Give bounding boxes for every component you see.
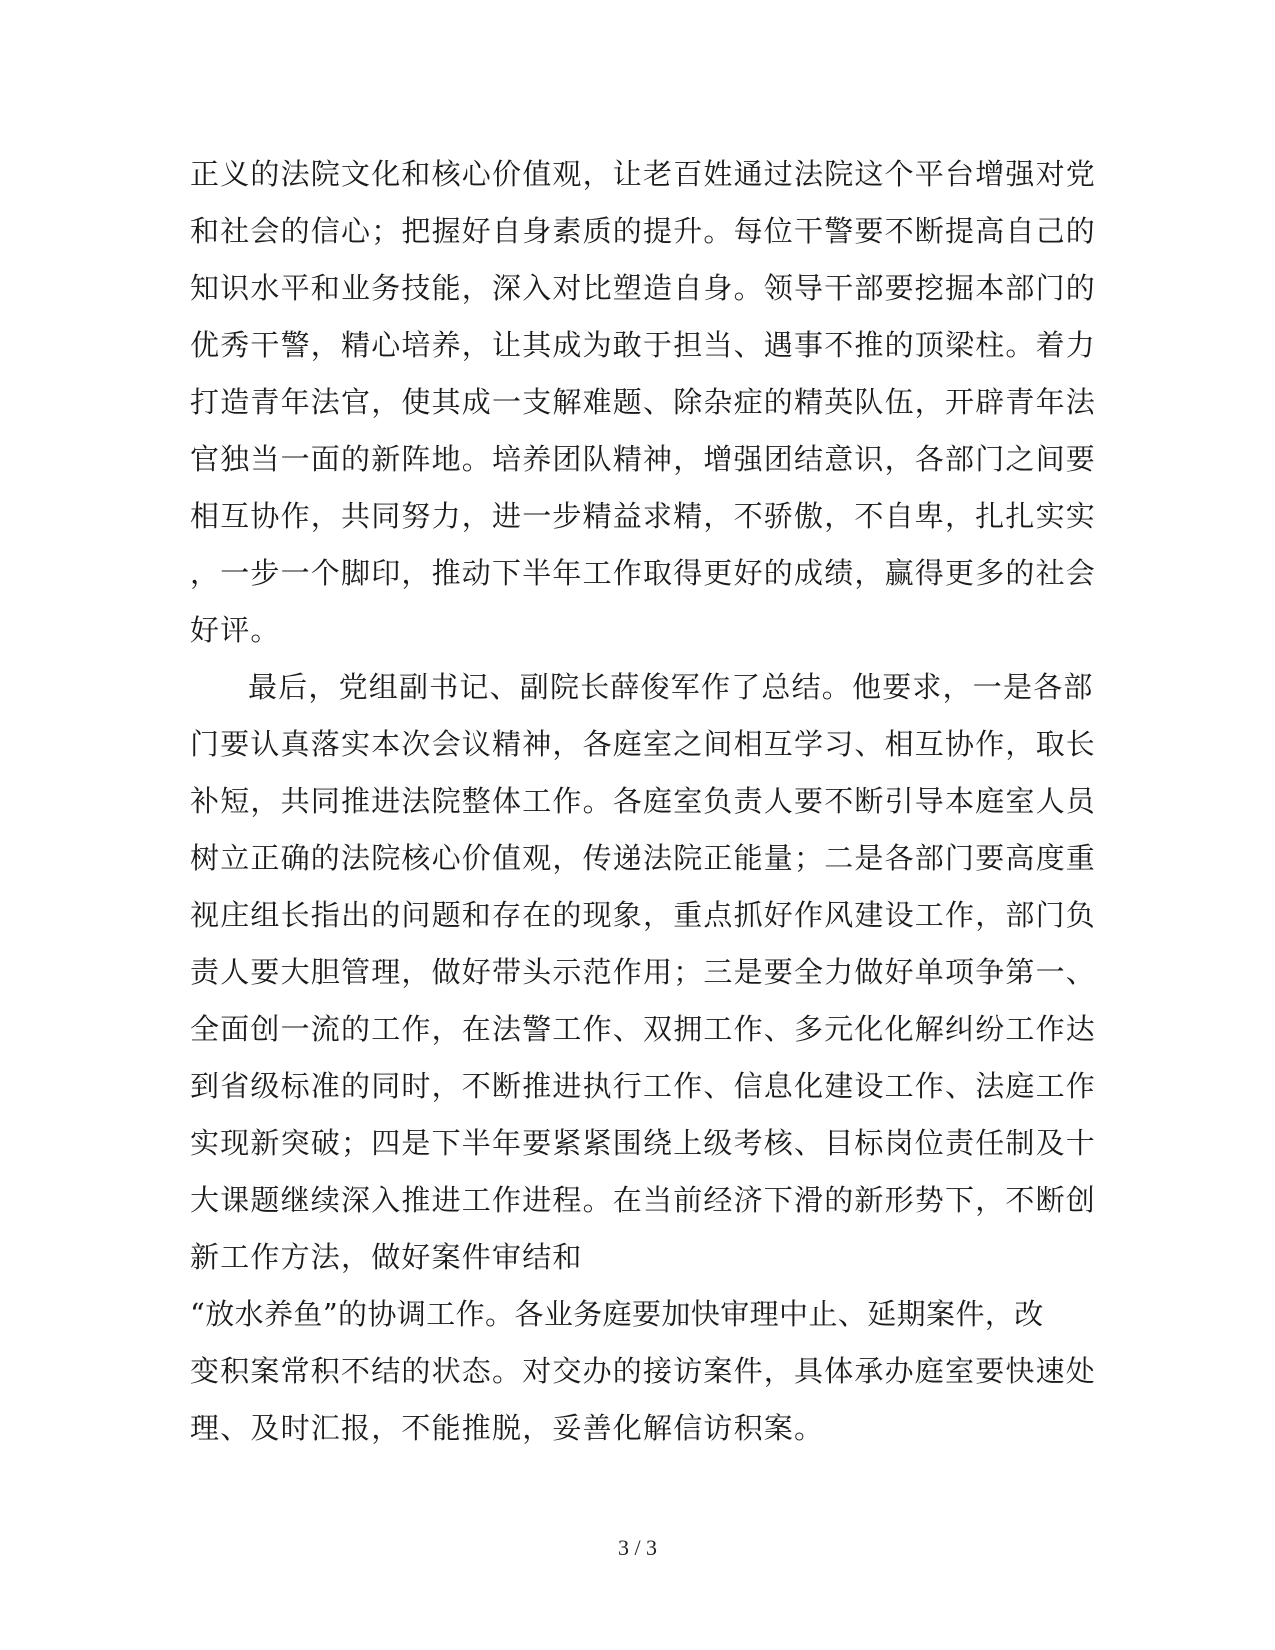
body-text [190,146,1097,1457]
text-line: 相互协作，共同努力，进一步精益求精，不骄傲，不自卑，扎扎实实 [190,499,1097,533]
text-line: 正义的法院文化和核心价值观，让老百姓通过法院这个平台增强对党 [190,157,1097,191]
text-line: 好评。 [190,613,281,647]
text-line: 责人要大胆管理，做好带头示范作用；三是要全力做好单项争第一、 [190,955,1097,989]
page-number: 3 / 3 [617,1535,658,1560]
text-line: 树立正确的法院核心价值观，传递法院正能量；二是各部门要高度重 [190,841,1097,875]
text-line: 全面创一流的工作，在法警工作、双拥工作、多元化化解纠纷工作达 [190,1012,1097,1046]
text-line: 知识水平和业务技能，深入对比塑造自身。领导干部要挖掘本部门的 [190,271,1097,305]
text-line: 补短，共同推进法院整体工作。各庭室负责人要不断引导本庭室人员 [190,784,1097,818]
text-line: 视庄组长指出的问题和存在的现象，重点抓好作风建设工作，部门负 [190,898,1097,932]
text-line: 和社会的信心；把握好自身素质的提升。每位干警要不断提高自己的 [190,214,1097,248]
text-line: 门要认真落实本次会议精神，各庭室之间相互学习、相互协作，取长 [190,727,1097,761]
text-line: 变积案常积不结的状态。对交办的接访案件，具体承办庭室要快速处 [190,1354,1097,1388]
text-line: ，一步一个脚印，推动下半年工作取得更好的成绩，赢得更多的社会 [190,556,1097,590]
text-line: 理、及时汇报，不能推脱，妥善化解信访积案。 [190,1411,825,1445]
text-line: “放水养鱼”的协调工作。各业务庭要加快审理中止、延期案件，改 [190,1297,1044,1331]
text-line: 官独当一面的新阵地。培养团队精神，增强团结意识，各部门之间要 [190,442,1097,476]
text-line: 大课题继续深入推进工作进程。在当前经济下滑的新形势下，不断创 [190,1183,1097,1217]
text-line: 打造青年法官，使其成一支解难题、除杂症的精英队伍，开辟青年法 [190,385,1097,419]
text-line: 优秀干警，精心培养，让其成为敢于担当、遇事不推的顶梁柱。着力 [190,328,1097,362]
text-line: 新工作方法，做好案件审结和 [190,1240,583,1274]
paragraph-start-line: 最后，党组副书记、副院长薛俊军作了总结。他要求，一是各部 [248,670,1094,704]
text-line: 实现新突破；四是下半年要紧紧围绕上级考核、目标岗位责任制及十 [190,1126,1097,1160]
text-line: 到省级标准的同时，不断推进执行工作、信息化建设工作、法庭工作 [190,1069,1097,1103]
